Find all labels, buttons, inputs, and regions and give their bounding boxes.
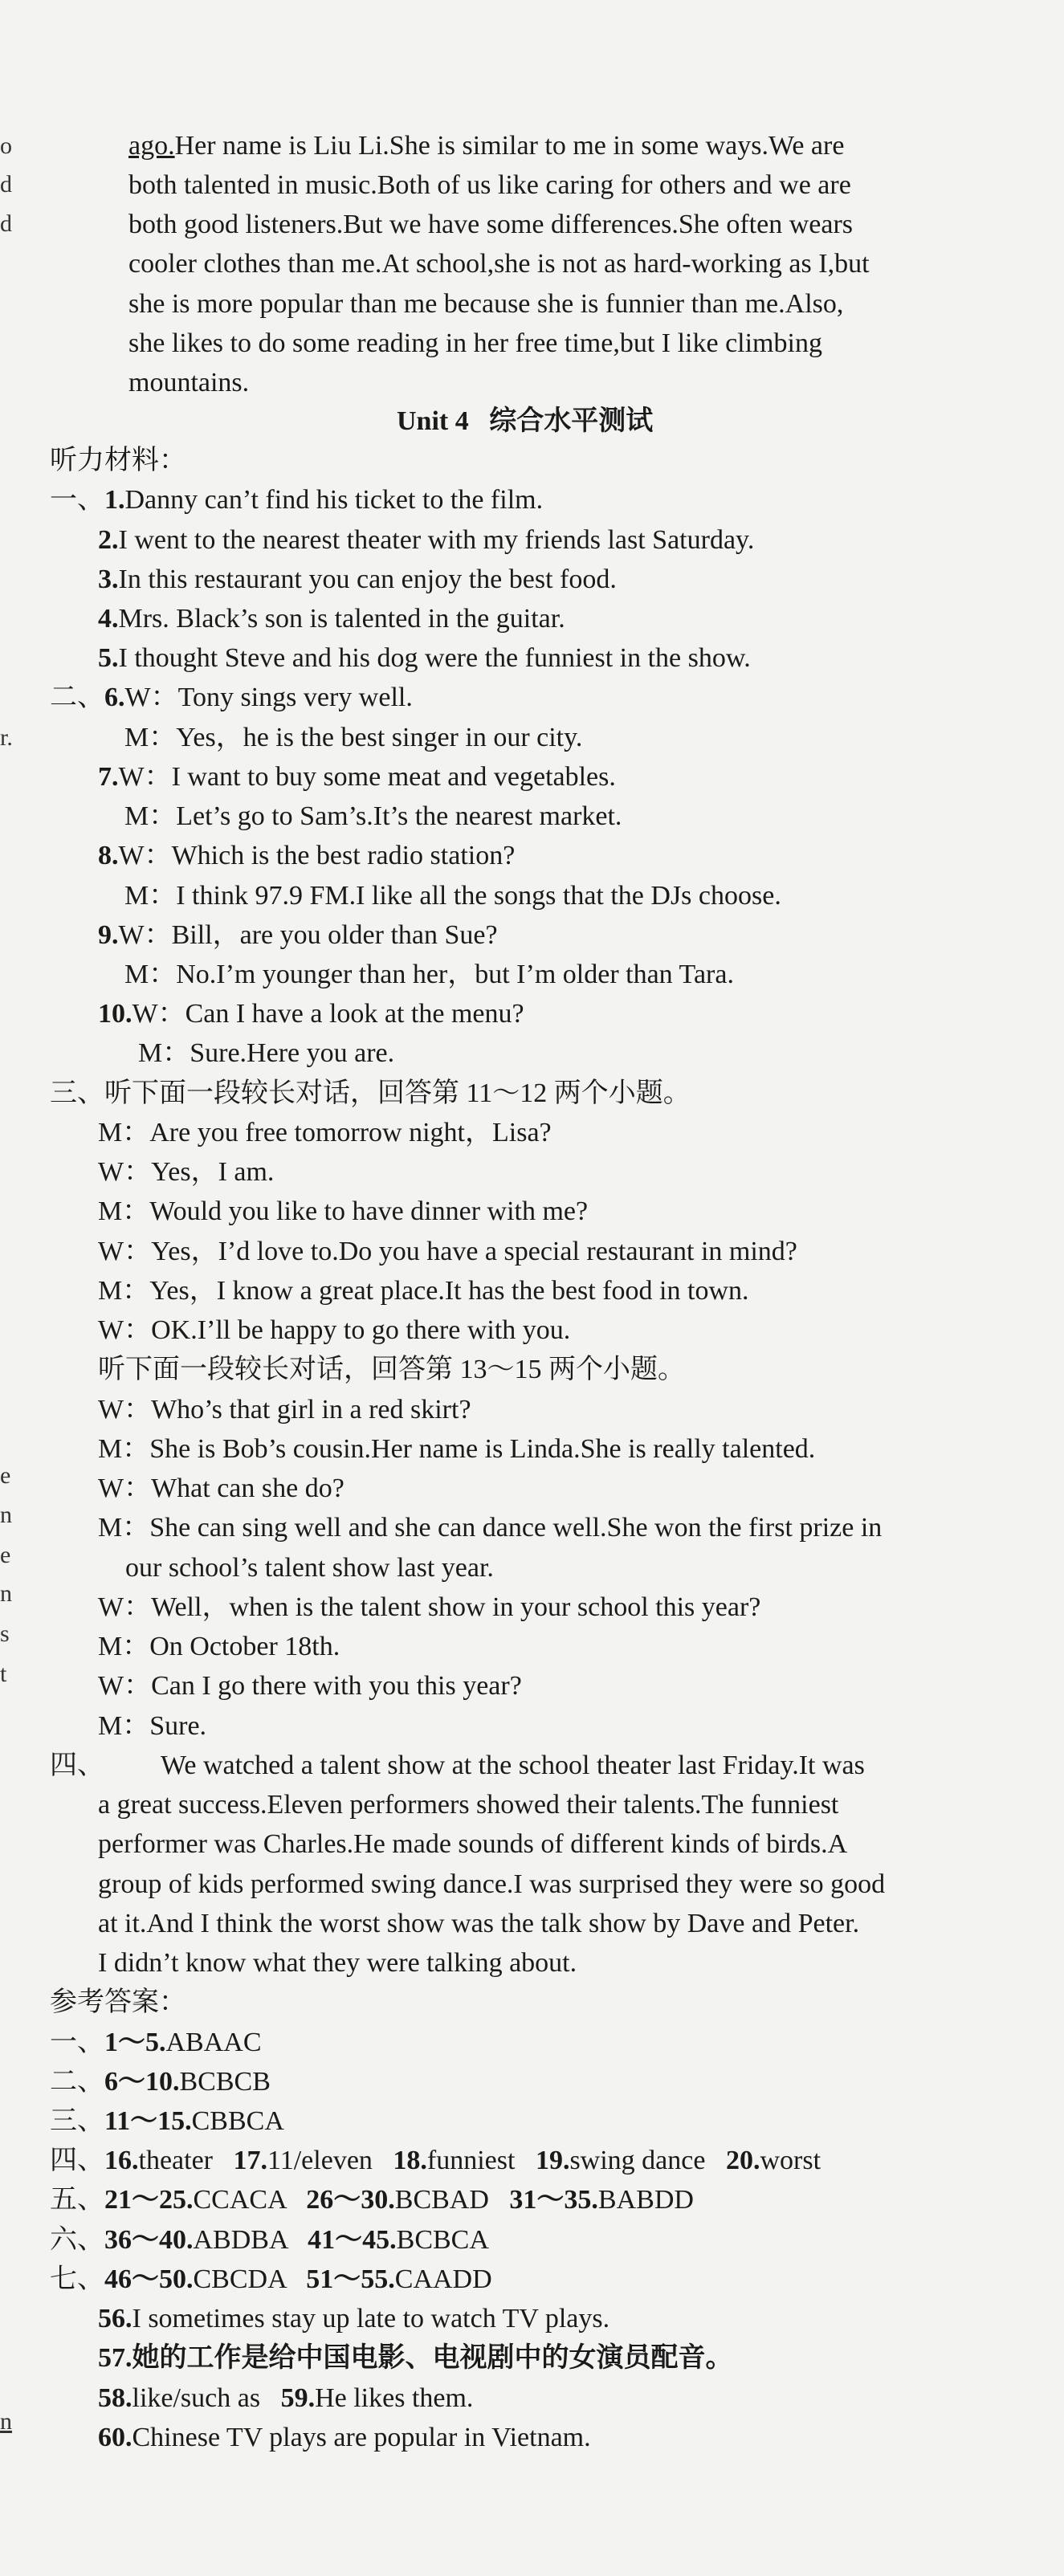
dialog-line: M：She can sing well and she can dance well.She won the first prize in: [98, 1513, 883, 1543]
edge-fragment: d: [0, 210, 12, 237]
dialog-line: M：Sure.: [98, 1711, 207, 1741]
edge-fragment: d: [0, 171, 12, 198]
section-2-dialog: 7.W：I want to buy some meat and vegetables.: [98, 762, 616, 792]
section-1-item: 2.I went to the nearest theater with my friends last Saturday.: [98, 525, 755, 555]
section-1-item: 5.I thought Steve and his dog were the funniest in the show.: [98, 643, 751, 673]
answer-row: 六、36～40.ABDBA 41～45.BCBCA: [50, 2225, 489, 2255]
edge-fragment: s: [0, 1620, 10, 1647]
section-2-reply: M：Let’s go to Sam’s.It’s the nearest market.: [124, 801, 622, 831]
edge-fragment: t: [0, 1661, 7, 1687]
intro-line: [128, 128, 844, 164]
listening-header: 听力材料：: [50, 446, 186, 475]
answer-row: 一、1～5.ABAAC: [50, 2028, 262, 2057]
unit-title: Unit 4 综合水平测试: [397, 406, 654, 436]
answer-row: 三、11～15.CBBCA: [50, 2106, 284, 2136]
answer-row: 五、21～25.CCACA 26～30.BCBAD 31～35.BABDD: [50, 2185, 694, 2215]
edge-fragment: n: [0, 2408, 12, 2435]
section-4-prefix: 四、: [50, 1751, 104, 1780]
edge-fragment: r.: [0, 724, 13, 751]
dialog-line: W：Yes，I’d love to.Do you have a special restaurant in mind?: [98, 1237, 797, 1266]
answer-row: 七、46～50.CBCDA 51～55.CAADD: [50, 2264, 492, 2294]
answer-row: 58.like/such as 59.He likes them.: [98, 2383, 474, 2413]
section-3-intro: 听下面一段较长对话，回答第 13～15 两个小题。: [98, 1355, 685, 1384]
dialog-line: W：What can she do?: [98, 1473, 344, 1503]
passage-line: I didn’t know what they were talking about.: [98, 1948, 577, 1978]
dialog-line: W：OK.I’ll be happy to go there with you.: [98, 1315, 571, 1345]
answer-row: 57.她的工作是给中国电影、电视剧中的女演员配音。: [98, 2343, 733, 2373]
dialog-line: W：Can I go there with you this year?: [98, 1671, 522, 1701]
section-2-dialog: 9.W：Bill，are you older than Sue?: [98, 920, 498, 950]
intro-line: she likes to do some reading in her free time,but I like climbing: [128, 328, 822, 358]
section-1-item: 3.In this restaurant you can enjoy the best food.: [98, 565, 617, 594]
section-2-reply: M：Sure.Here you are.: [138, 1038, 395, 1068]
section-1-item: 4.Mrs. Black’s son is talented in the guitar.: [98, 604, 565, 634]
answer-row: 56.I sometimes stay up late to watch TV plays.: [98, 2304, 610, 2333]
dialog-line: W：Yes，I am.: [98, 1157, 275, 1187]
passage-line: a great success.Eleven performers showed their talents.The funniest: [98, 1790, 839, 1820]
dialog-line: our school’s talent show last year.: [98, 1553, 494, 1583]
section-3-intro: 三、听下面一段较长对话，回答第 11～12 两个小题。: [50, 1078, 691, 1108]
dialog-line: M：On October 18th.: [98, 1632, 340, 1661]
intro-line: mountains.: [128, 368, 250, 397]
answer-row: 二、6～10.BCBCB: [50, 2067, 271, 2097]
underlined-word: ago.: [128, 131, 175, 161]
edge-fragment: n: [0, 1502, 12, 1528]
edge-fragment: o: [0, 132, 12, 159]
dialog-line: M：She is Bob’s cousin.Her name is Linda.She is really talented.: [98, 1434, 816, 1464]
dialog-line: W：Who’s that girl in a red skirt?: [98, 1395, 471, 1425]
edge-fragment: e: [0, 1462, 11, 1489]
intro-line: both talented in music.Both of us like caring for others and we are: [128, 170, 851, 200]
section-2-dialog: 二、6.W：Tony sings very well.: [50, 683, 413, 712]
passage-line: at it.And I think the worst show was the talk show by Dave and Peter.: [98, 1909, 860, 1938]
edge-fragment: n: [0, 1580, 12, 1607]
section-2-reply: M：I think 97.9 FM.I like all the songs that the DJs choose.: [124, 881, 781, 911]
intro-text: Her name is Liu Li.She is similar to me in some ways.We are: [174, 131, 845, 161]
passage-line: group of kids performed swing dance.I was surprised they were so good: [98, 1869, 886, 1899]
passage-line: We watched a talent show at the school theater last Friday.It was: [161, 1751, 865, 1780]
intro-line: both good listeners.But we have some differences.She often wears: [128, 210, 854, 239]
intro-line: she is more popular than me because she is funnier than me.Also,: [128, 289, 844, 319]
answers-header: 参考答案：: [50, 1987, 186, 2017]
answer-row: 60.Chinese TV plays are popular in Vietnam.: [98, 2423, 591, 2452]
dialog-line: M：Are you free tomorrow night，Lisa?: [98, 1118, 552, 1147]
section-2-dialog: 10.W：Can I have a look at the menu?: [98, 999, 524, 1029]
section-2-dialog: 8.W：Which is the best radio station?: [98, 841, 516, 870]
edge-fragment: e: [0, 1542, 11, 1568]
section-2-reply: M：No.I’m younger than her，but I’m older than Tara.: [124, 960, 734, 989]
intro-line: cooler clothes than me.At school,she is not as hard-working as I,but: [128, 249, 870, 279]
passage-line: performer was Charles.He made sounds of different kinds of birds.A: [98, 1829, 848, 1859]
dialog-line: W：Well，when is the talent show in your school this year?: [98, 1592, 761, 1622]
section-2-reply: M：Yes，he is the best singer in our city.: [124, 723, 583, 752]
answer-row: 四、16.theater 17.11/eleven 18.funniest 19.swing dance 20.worst: [50, 2146, 821, 2175]
dialog-line: M：Would you like to have dinner with me?: [98, 1196, 589, 1226]
dialog-line: M：Yes，I know a great place.It has the best food in town.: [98, 1276, 749, 1306]
section-1-item: 一、1.Danny can’t find his ticket to the film.: [50, 485, 544, 515]
